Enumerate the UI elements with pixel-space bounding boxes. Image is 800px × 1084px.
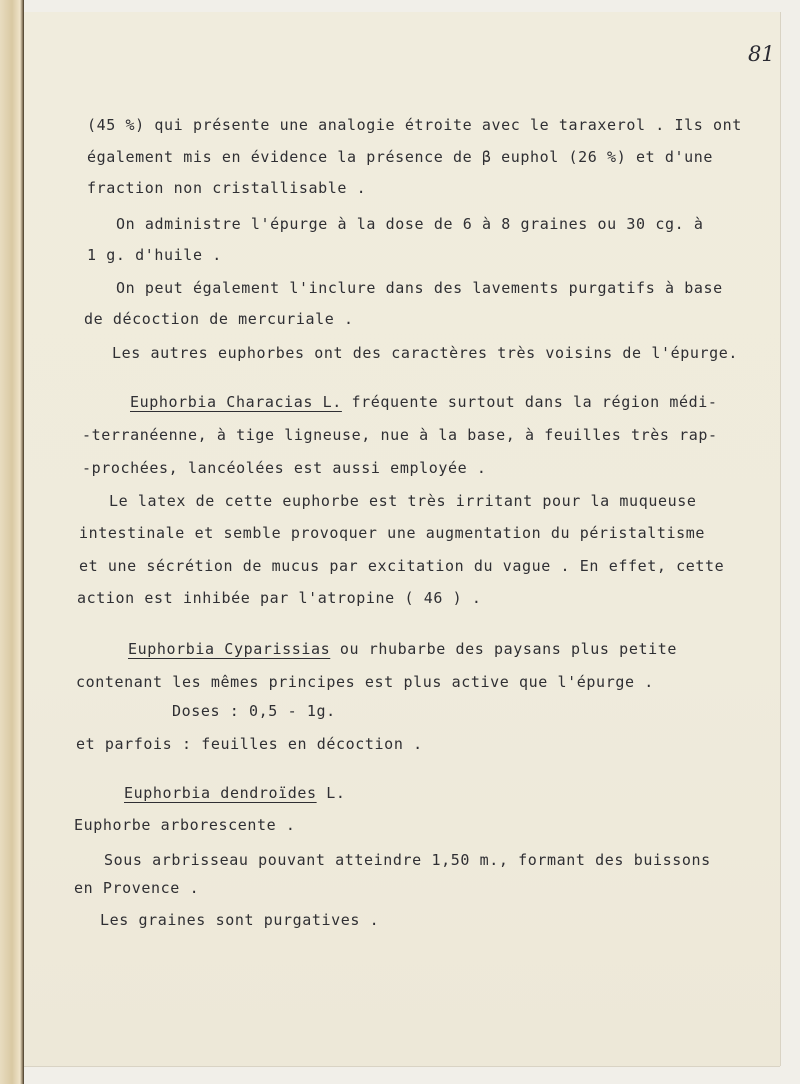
- text-line: On peut également l'inclure dans des lavements purgatifs à base: [116, 279, 723, 297]
- text-line: Sous arbrisseau pouvant atteindre 1,50 m., formant des buissons: [104, 851, 711, 869]
- text-line: Les graines sont purgatives .: [100, 911, 380, 929]
- text-line: 1 g. d'huile .: [87, 246, 222, 264]
- text-line: -prochées, lancéolées est aussi employée .: [82, 459, 487, 477]
- heading-line: [128, 640, 677, 658]
- text-line: fraction non cristallisable .: [87, 179, 367, 197]
- text-line: Le latex de cette euphorbe est très irritant pour la muqueuse: [109, 492, 697, 510]
- text-line: (45 %) qui présente une analogie étroite avec le taraxerol . Ils ont: [87, 116, 742, 134]
- text-line: On administre l'épurge à la dose de 6 à 8 graines ou 30 cg. à: [116, 215, 704, 233]
- text-line: et une sécrétion de mucus par excitation du vague . En effet, cette: [79, 557, 725, 575]
- text-line: -terranéenne, à tige ligneuse, nue à la base, à feuilles très rap-: [82, 426, 718, 444]
- book-binding: [0, 0, 24, 1084]
- text-line: également mis en évidence la présence de β euphol (26 %) et d'une: [87, 148, 713, 166]
- text-line: de décoction de mercuriale .: [84, 310, 354, 328]
- heading-line: [124, 784, 346, 802]
- species-heading-cyparissias: Euphorbia Cyparissias: [128, 640, 331, 658]
- text-line: ou rhubarbe des paysans plus petite: [339, 640, 677, 658]
- heading-line: [130, 393, 718, 411]
- text-line: Doses : 0,5 - 1g.: [172, 702, 336, 720]
- text-line: L.: [326, 784, 346, 802]
- text-line: Euphorbe arborescente .: [74, 816, 296, 834]
- species-heading-characias: Euphorbia Characias L.: [130, 393, 342, 411]
- text-line: intestinale et semble provoquer une augmentation du péristaltisme: [79, 524, 705, 542]
- species-heading-dendroides: Euphorbia dendroïdes: [124, 784, 317, 802]
- document-page: [24, 12, 780, 1066]
- text-line: en Provence .: [74, 879, 200, 897]
- page-number: 81: [748, 42, 775, 66]
- text-line: action est inhibée par l'atropine ( 46 ) .: [77, 589, 482, 607]
- text-line: et parfois : feuilles en décoction .: [76, 735, 423, 753]
- text-line: Les autres euphorbes ont des caractères très voisins de l'épurge.: [112, 344, 738, 362]
- text-line: fréquente surtout dans la région médi-: [351, 393, 718, 411]
- text-line: contenant les mêmes principes est plus active que l'épurge .: [76, 673, 654, 691]
